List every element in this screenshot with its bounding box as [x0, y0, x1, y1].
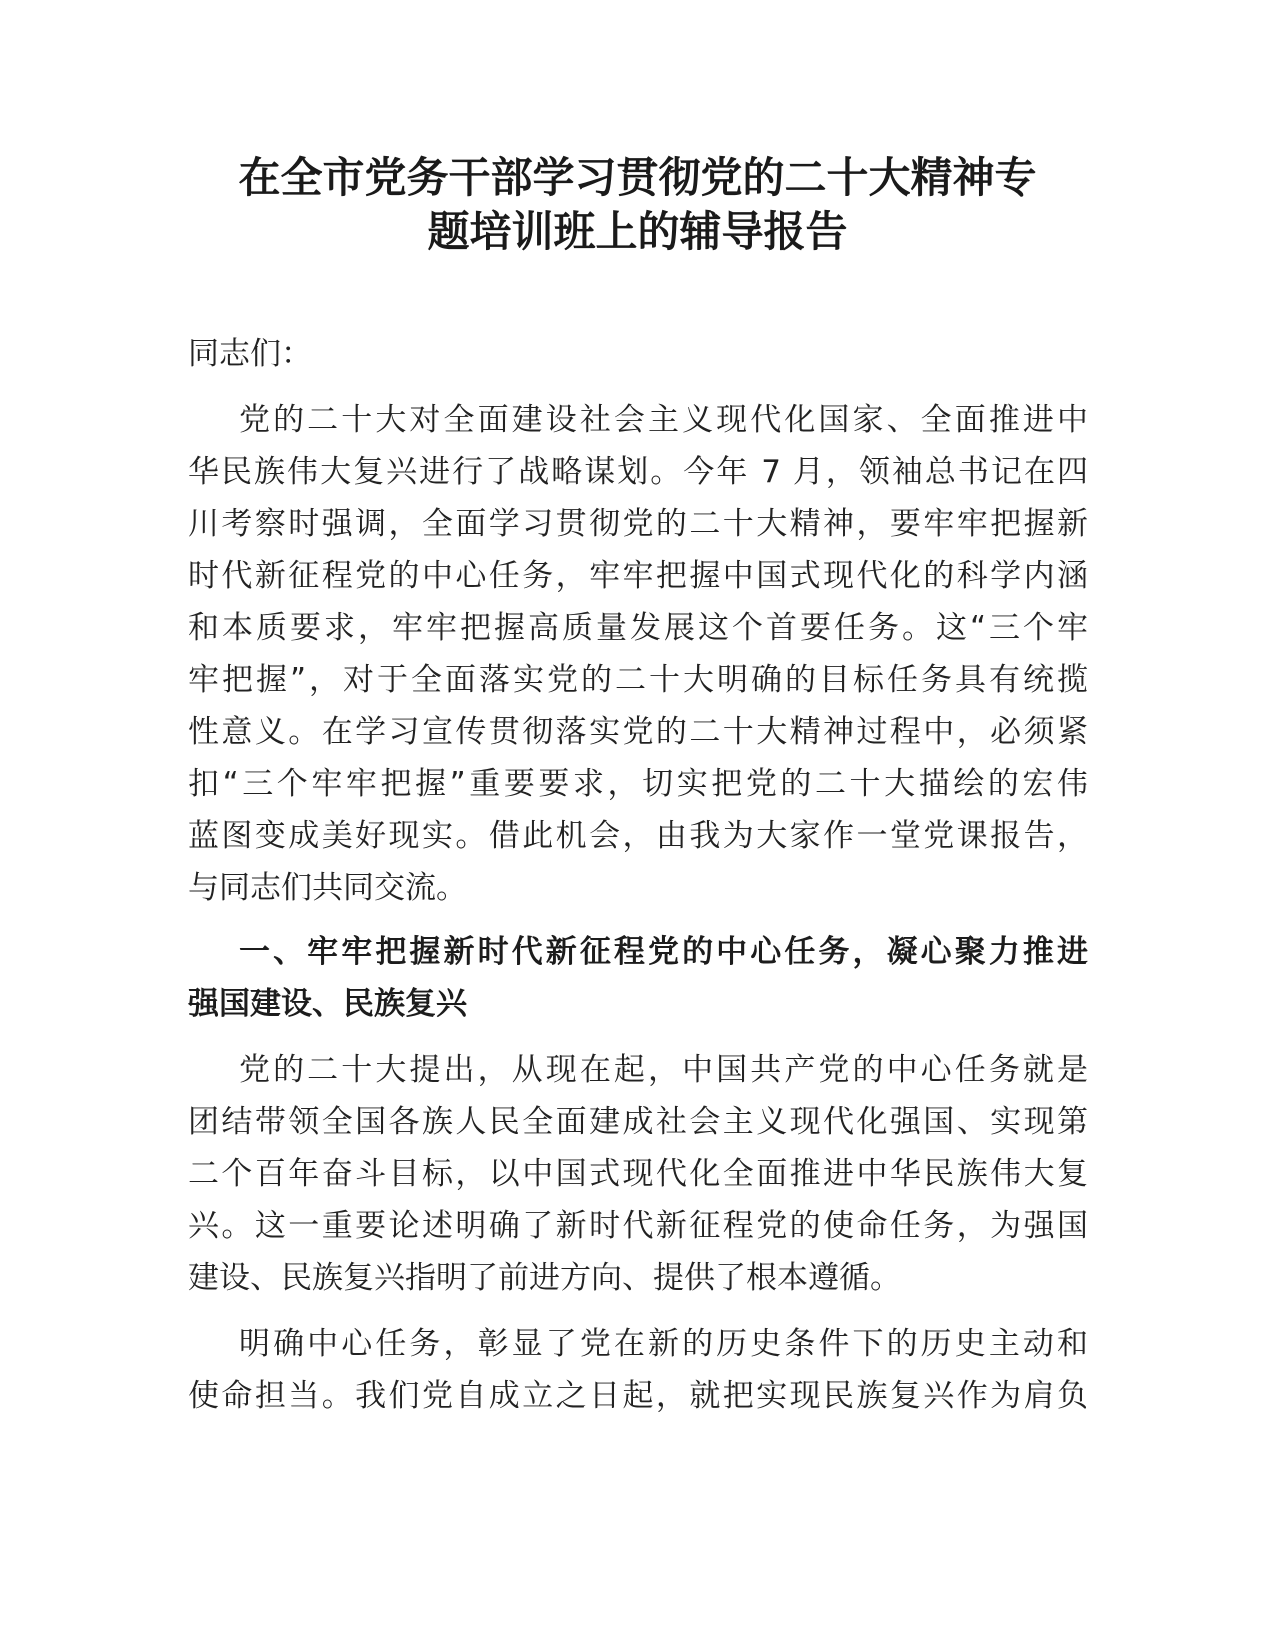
paragraph-2-line: 建设、民族复兴指明了前进方向、提供了根本遵循。	[188, 1260, 901, 1296]
paragraph-1-line: 党的二十大对全面建设社会主义现代化国家、全面推进中	[239, 402, 1088, 438]
paragraph-1-line: 时代新征程党的中心任务，牢牢把握中国式现代化的科学内涵	[188, 558, 1088, 594]
section-heading-line: 一、牢牢把握新时代新征程党的中心任务，凝心聚力推进	[239, 934, 1088, 970]
paragraph-2-line: 二个百年奋斗目标，以中国式现代化全面推进中华民族伟大复	[188, 1156, 1088, 1192]
paragraph-1-line: 川考察时强调，全面学习贯彻党的二十大精神，要牢牢把握新	[188, 506, 1088, 542]
paragraph-1-line: 性意义。在学习宣传贯彻落实党的二十大精神过程中，必须紧	[188, 714, 1088, 750]
paragraph-2-line: 团结带领全国各族人民全面建成社会主义现代化强国、实现第	[188, 1104, 1088, 1140]
paragraph-1-line: 和本质要求，牢牢把握高质量发展这个首要任务。这“三个牢	[188, 610, 1088, 646]
paragraph-2-line: 兴。这一重要论述明确了新时代新征程党的使命任务，为强国	[188, 1208, 1088, 1244]
paragraph-1-line: 华民族伟大复兴进行了战略谋划。今年 7 月，领袖总书记在四	[188, 454, 1088, 490]
document-title-line-1: 在全市党务干部学习贯彻党的二十大精神专	[238, 153, 1037, 202]
paragraph-3-line: 明确中心任务，彰显了党在新的历史条件下的历史主动和	[239, 1326, 1088, 1362]
document-title-line-2: 题培训班上的辅导报告	[427, 207, 848, 256]
paragraph-1-line: 牢把握”，对于全面落实党的二十大明确的目标任务具有统揽	[188, 662, 1088, 698]
section-heading-line: 强国建设、民族复兴	[188, 986, 467, 1022]
paragraph-2-line: 党的二十大提出，从现在起，中国共产党的中心任务就是	[239, 1052, 1088, 1088]
paragraph-1-line: 扣“三个牢牢把握”重要要求，切实把党的二十大描绘的宏伟	[188, 766, 1088, 802]
paragraph-1-line: 与同志们共同交流。	[188, 870, 467, 906]
paragraph-1-line: 蓝图变成美好现实。借此机会，由我为大家作一堂党课报告，	[188, 818, 1088, 854]
salutation: 同志们：	[188, 336, 312, 372]
paragraph-3-line: 使命担当。我们党自成立之日起，就把实现民族复兴作为肩负	[188, 1378, 1088, 1414]
